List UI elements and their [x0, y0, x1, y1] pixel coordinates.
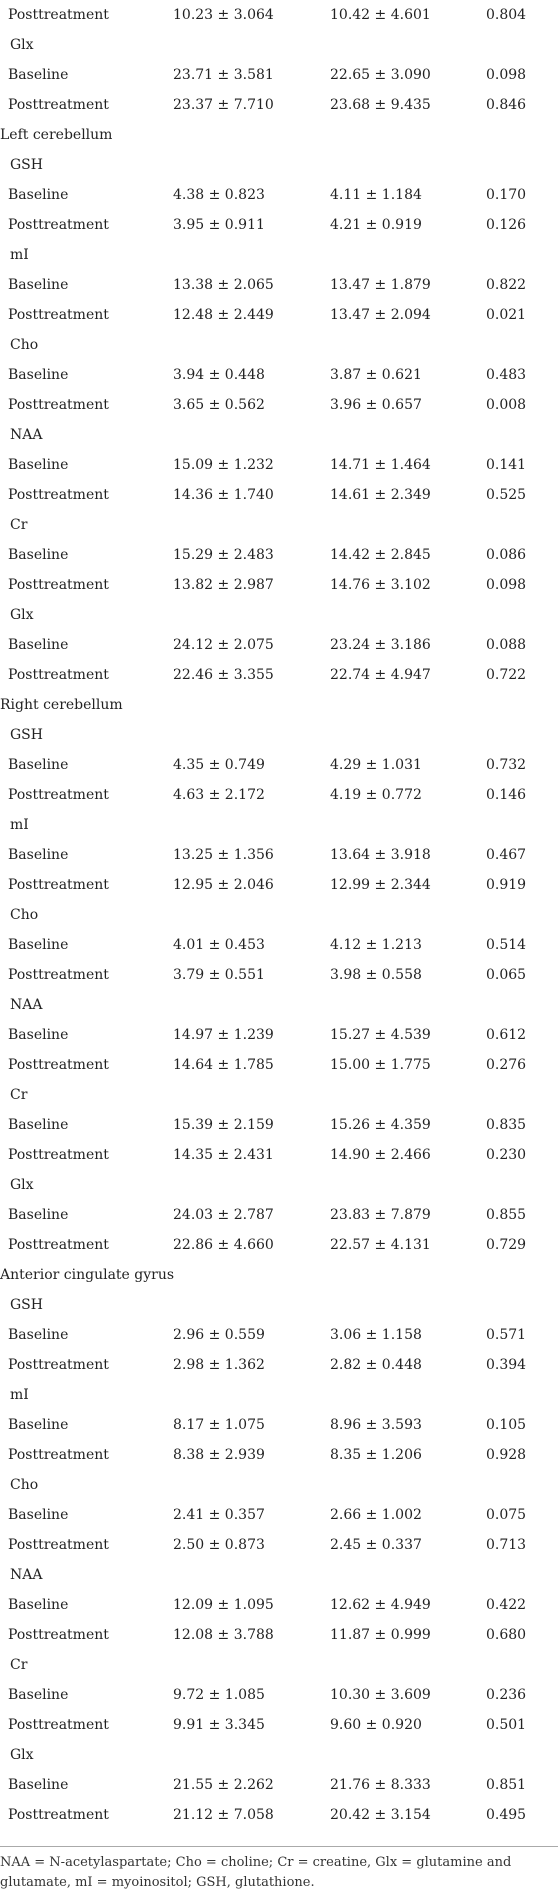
group-2-value: 14.61 ± 2.349 — [330, 487, 431, 503]
group-2-value: 4.19 ± 0.772 — [330, 787, 422, 803]
table-row — [0, 1680, 558, 1710]
group-1-value: 12.08 ± 3.788 — [173, 1627, 274, 1643]
group-2-value: 4.11 ± 1.184 — [330, 187, 422, 203]
metabolite-label: GSH — [10, 727, 43, 743]
table-row — [0, 960, 558, 990]
row-label: Posttreatment — [8, 487, 109, 503]
row-label: Posttreatment — [8, 787, 109, 803]
metabolite-label: mI — [10, 817, 29, 833]
group-1-value: 24.12 ± 2.075 — [173, 637, 274, 653]
table-row — [0, 1350, 558, 1380]
metabolite-label: mI — [10, 1387, 29, 1403]
group-2-value: 13.64 ± 3.918 — [330, 847, 431, 863]
table-row — [0, 390, 558, 420]
row-label: Posttreatment — [8, 1807, 109, 1823]
table-row — [0, 210, 558, 240]
p-value: 0.230 — [486, 1147, 527, 1163]
metabolite-label: Glx — [10, 1747, 34, 1763]
group-1-value: 9.91 ± 3.345 — [173, 1717, 265, 1733]
group-2-value: 9.60 ± 0.920 — [330, 1717, 422, 1733]
row-label: Posttreatment — [8, 1627, 109, 1643]
metabolite-header-row — [0, 30, 558, 60]
row-label: Posttreatment — [8, 7, 109, 23]
group-2-value: 8.35 ± 1.206 — [330, 1447, 422, 1463]
p-value: 0.732 — [486, 757, 527, 773]
group-1-value: 14.97 ± 1.239 — [173, 1027, 274, 1043]
p-value: 0.146 — [486, 787, 527, 803]
metabolite-label: NAA — [10, 997, 43, 1013]
group-2-value: 3.87 ± 0.621 — [330, 367, 422, 383]
row-label: Baseline — [8, 1207, 69, 1223]
table-row — [0, 780, 558, 810]
group-1-value: 4.35 ± 0.749 — [173, 757, 265, 773]
metabolite-header-row — [0, 600, 558, 630]
group-1-value: 2.41 ± 0.357 — [173, 1507, 265, 1523]
group-2-value: 22.65 ± 3.090 — [330, 67, 431, 83]
group-2-value: 15.27 ± 4.539 — [330, 1027, 431, 1043]
p-value: 0.804 — [486, 7, 527, 23]
group-2-value: 22.74 ± 4.947 — [330, 667, 431, 683]
group-1-value: 4.01 ± 0.453 — [173, 937, 265, 953]
table-row — [0, 1440, 558, 1470]
metabolite-label: Cr — [10, 1087, 28, 1103]
p-value: 0.571 — [486, 1327, 527, 1343]
p-value: 0.170 — [486, 187, 527, 203]
metabolite-label: Cho — [10, 1477, 39, 1493]
row-label: Posttreatment — [8, 217, 109, 233]
group-1-value: 10.23 ± 3.064 — [173, 7, 274, 23]
group-1-value: 13.38 ± 2.065 — [173, 277, 274, 293]
group-1-value: 3.95 ± 0.911 — [173, 217, 265, 233]
group-1-value: 24.03 ± 2.787 — [173, 1207, 274, 1223]
row-label: Baseline — [8, 457, 69, 473]
metabolite-header-row — [0, 150, 558, 180]
row-label: Posttreatment — [8, 667, 109, 683]
row-label: Baseline — [8, 1027, 69, 1043]
metabolite-label: Cr — [10, 1657, 28, 1673]
p-value: 0.525 — [486, 487, 527, 503]
table-row — [0, 480, 558, 510]
table-row — [0, 1230, 558, 1260]
group-1-value: 12.48 ± 2.449 — [173, 307, 274, 323]
table-row — [0, 1410, 558, 1440]
row-label: Baseline — [8, 67, 69, 83]
group-1-value: 23.71 ± 3.581 — [173, 67, 274, 83]
p-value: 0.236 — [486, 1687, 527, 1703]
table-row — [0, 300, 558, 330]
row-label: Baseline — [8, 1687, 69, 1703]
table-row — [0, 450, 558, 480]
table-row — [0, 1530, 558, 1560]
row-label: Baseline — [8, 367, 69, 383]
row-label: Baseline — [8, 1417, 69, 1433]
group-1-value: 4.38 ± 0.823 — [173, 187, 265, 203]
table-row — [0, 870, 558, 900]
region-header-row — [0, 1260, 558, 1290]
metabolite-label: NAA — [10, 1567, 43, 1583]
group-2-value: 3.96 ± 0.657 — [330, 397, 422, 413]
row-label: Posttreatment — [8, 1537, 109, 1553]
table-row — [0, 1020, 558, 1050]
metabolite-header-row — [0, 1560, 558, 1590]
p-value: 0.141 — [486, 457, 527, 473]
p-value: 0.835 — [486, 1117, 527, 1133]
group-1-value: 13.82 ± 2.987 — [173, 577, 274, 593]
p-value: 0.855 — [486, 1207, 527, 1223]
group-2-value: 21.76 ± 8.333 — [330, 1777, 431, 1793]
table-row — [0, 1320, 558, 1350]
row-label: Baseline — [8, 187, 69, 203]
metabolite-header-row — [0, 1650, 558, 1680]
metabolite-header-row — [0, 720, 558, 750]
group-2-value: 2.45 ± 0.337 — [330, 1537, 422, 1553]
table-row — [0, 1710, 558, 1740]
group-1-value: 15.39 ± 2.159 — [173, 1117, 274, 1133]
group-2-value: 2.82 ± 0.448 — [330, 1357, 422, 1373]
table-row — [0, 1770, 558, 1800]
group-1-value: 2.98 ± 1.362 — [173, 1357, 265, 1373]
group-1-value: 3.79 ± 0.551 — [173, 967, 265, 983]
table-row — [0, 1590, 558, 1620]
p-value: 0.422 — [486, 1597, 527, 1613]
row-label: Posttreatment — [8, 1237, 109, 1253]
group-2-value: 23.68 ± 9.435 — [330, 97, 431, 113]
group-1-value: 8.17 ± 1.075 — [173, 1417, 265, 1433]
group-2-value: 2.66 ± 1.002 — [330, 1507, 422, 1523]
table-row — [0, 1110, 558, 1140]
p-value: 0.729 — [486, 1237, 527, 1253]
region-label: Left cerebellum — [0, 127, 113, 143]
row-label: Posttreatment — [8, 1147, 109, 1163]
metabolite-header-row — [0, 1380, 558, 1410]
p-value: 0.722 — [486, 667, 527, 683]
metabolite-label: GSH — [10, 1297, 43, 1313]
table-row — [0, 540, 558, 570]
group-2-value: 3.98 ± 0.558 — [330, 967, 422, 983]
p-value: 0.928 — [486, 1447, 527, 1463]
table-footnote: NAA = N-acetylaspartate; Cho = choline; Cr = creatine, Glx = glutamine and glutamate, mI = myoinositol; GSH, glutathione. — [0, 1855, 512, 1890]
row-label: Baseline — [8, 1777, 69, 1793]
metabolite-label: Cr — [10, 517, 28, 533]
row-label: Baseline — [8, 937, 69, 953]
p-value: 0.008 — [486, 397, 527, 413]
p-value: 0.501 — [486, 1717, 527, 1733]
metabolite-label: GSH — [10, 157, 43, 173]
metabolite-label: Glx — [10, 1177, 34, 1193]
metabolite-header-row — [0, 900, 558, 930]
metabolite-label: Cho — [10, 337, 39, 353]
p-value: 0.919 — [486, 877, 527, 893]
p-value: 0.086 — [486, 547, 527, 563]
metabolite-label: NAA — [10, 427, 43, 443]
row-label: Posttreatment — [8, 967, 109, 983]
table-row — [0, 570, 558, 600]
table-row — [0, 660, 558, 690]
group-2-value: 12.62 ± 4.949 — [330, 1597, 431, 1613]
table-row — [0, 60, 558, 90]
row-label: Posttreatment — [8, 1717, 109, 1733]
group-1-value: 14.64 ± 1.785 — [173, 1057, 274, 1073]
p-value: 0.612 — [486, 1027, 527, 1043]
table-row — [0, 1800, 558, 1830]
group-1-value: 13.25 ± 1.356 — [173, 847, 274, 863]
group-2-value: 15.26 ± 4.359 — [330, 1117, 431, 1133]
group-1-value: 15.09 ± 1.232 — [173, 457, 274, 473]
group-2-value: 10.42 ± 4.601 — [330, 7, 431, 23]
table-row — [0, 1140, 558, 1170]
row-label: Baseline — [8, 1327, 69, 1343]
p-value: 0.394 — [486, 1357, 527, 1373]
table-row — [0, 1500, 558, 1530]
region-header-row — [0, 120, 558, 150]
group-1-value: 9.72 ± 1.085 — [173, 1687, 265, 1703]
region-header-row — [0, 690, 558, 720]
metabolite-header-row — [0, 1740, 558, 1770]
p-value: 0.088 — [486, 637, 527, 653]
p-value: 0.514 — [486, 937, 527, 953]
p-value: 0.822 — [486, 277, 527, 293]
group-1-value: 12.95 ± 2.046 — [173, 877, 274, 893]
row-label: Baseline — [8, 277, 69, 293]
row-label: Posttreatment — [8, 307, 109, 323]
group-2-value: 14.90 ± 2.466 — [330, 1147, 431, 1163]
group-2-value: 10.30 ± 3.609 — [330, 1687, 431, 1703]
metabolite-header-row — [0, 330, 558, 360]
group-1-value: 14.35 ± 2.431 — [173, 1147, 274, 1163]
table-row — [0, 1200, 558, 1230]
group-2-value: 12.99 ± 2.344 — [330, 877, 431, 893]
metabolite-label: Glx — [10, 607, 34, 623]
group-1-value: 2.96 ± 0.559 — [173, 1327, 265, 1343]
group-1-value: 15.29 ± 2.483 — [173, 547, 274, 563]
metabolite-header-row — [0, 810, 558, 840]
group-1-value: 12.09 ± 1.095 — [173, 1597, 274, 1613]
row-label: Baseline — [8, 637, 69, 653]
p-value: 0.846 — [486, 97, 527, 113]
metabolite-label: Cho — [10, 907, 39, 923]
group-2-value: 11.87 ± 0.999 — [330, 1627, 431, 1643]
table-row — [0, 750, 558, 780]
group-2-value: 4.12 ± 1.213 — [330, 937, 422, 953]
table-row — [0, 0, 558, 30]
row-label: Posttreatment — [8, 97, 109, 113]
p-value: 0.021 — [486, 307, 527, 323]
row-label: Baseline — [8, 1117, 69, 1133]
row-label: Posttreatment — [8, 1057, 109, 1073]
table-row — [0, 270, 558, 300]
row-label: Posttreatment — [8, 1447, 109, 1463]
p-value: 0.098 — [486, 577, 527, 593]
p-value: 0.098 — [486, 67, 527, 83]
group-2-value: 14.76 ± 3.102 — [330, 577, 431, 593]
group-1-value: 22.46 ± 3.355 — [173, 667, 274, 683]
row-label: Baseline — [8, 757, 69, 773]
group-2-value: 22.57 ± 4.131 — [330, 1237, 431, 1253]
table-row — [0, 630, 558, 660]
group-2-value: 14.42 ± 2.845 — [330, 547, 431, 563]
metabolite-label: Glx — [10, 37, 34, 53]
group-1-value: 4.63 ± 2.172 — [173, 787, 265, 803]
p-value: 0.713 — [486, 1537, 527, 1553]
metabolite-header-row — [0, 510, 558, 540]
table-row — [0, 180, 558, 210]
group-2-value: 4.21 ± 0.919 — [330, 217, 422, 233]
p-value: 0.495 — [486, 1807, 527, 1823]
group-2-value: 15.00 ± 1.775 — [330, 1057, 431, 1073]
metabolite-header-row — [0, 990, 558, 1020]
row-label: Baseline — [8, 1507, 69, 1523]
p-value: 0.276 — [486, 1057, 527, 1073]
p-value: 0.105 — [486, 1417, 527, 1433]
table-row — [0, 1620, 558, 1650]
group-2-value: 4.29 ± 1.031 — [330, 757, 422, 773]
table-row — [0, 90, 558, 120]
group-2-value: 13.47 ± 2.094 — [330, 307, 431, 323]
row-label: Baseline — [8, 847, 69, 863]
table-row — [0, 1050, 558, 1080]
row-label: Baseline — [8, 1597, 69, 1613]
group-1-value: 3.94 ± 0.448 — [173, 367, 265, 383]
group-2-value: 23.83 ± 7.879 — [330, 1207, 431, 1223]
group-2-value: 14.71 ± 1.464 — [330, 457, 431, 473]
table-row — [0, 930, 558, 960]
group-2-value: 13.47 ± 1.879 — [330, 277, 431, 293]
row-label: Posttreatment — [8, 1357, 109, 1373]
table-row — [0, 360, 558, 390]
region-label: Right cerebellum — [0, 697, 123, 713]
group-1-value: 21.55 ± 2.262 — [173, 1777, 274, 1793]
p-value: 0.065 — [486, 967, 527, 983]
metabolite-label: mI — [10, 247, 29, 263]
row-label: Posttreatment — [8, 577, 109, 593]
group-2-value: 20.42 ± 3.154 — [330, 1807, 431, 1823]
metabolite-header-row — [0, 1470, 558, 1500]
group-1-value: 2.50 ± 0.873 — [173, 1537, 265, 1553]
group-2-value: 8.96 ± 3.593 — [330, 1417, 422, 1433]
group-2-value: 3.06 ± 1.158 — [330, 1327, 422, 1343]
p-value: 0.483 — [486, 367, 527, 383]
metabolite-header-row — [0, 1080, 558, 1110]
metabolite-header-row — [0, 420, 558, 450]
group-1-value: 14.36 ± 1.740 — [173, 487, 274, 503]
group-1-value: 23.37 ± 7.710 — [173, 97, 274, 113]
p-value: 0.851 — [486, 1777, 527, 1793]
p-value: 0.075 — [486, 1507, 527, 1523]
p-value: 0.467 — [486, 847, 527, 863]
table-row — [0, 840, 558, 870]
row-label: Posttreatment — [8, 877, 109, 893]
group-1-value: 3.65 ± 0.562 — [173, 397, 265, 413]
group-1-value: 21.12 ± 7.058 — [173, 1807, 274, 1823]
row-label: Posttreatment — [8, 397, 109, 413]
region-label: Anterior cingulate gyrus — [0, 1267, 175, 1283]
group-1-value: 22.86 ± 4.660 — [173, 1237, 274, 1253]
group-1-value: 8.38 ± 2.939 — [173, 1447, 265, 1463]
metabolite-header-row — [0, 1170, 558, 1200]
p-value: 0.680 — [486, 1627, 527, 1643]
p-value: 0.126 — [486, 217, 527, 233]
group-2-value: 23.24 ± 3.186 — [330, 637, 431, 653]
metabolite-header-row — [0, 240, 558, 270]
metabolite-header-row — [0, 1290, 558, 1320]
row-label: Baseline — [8, 547, 69, 563]
